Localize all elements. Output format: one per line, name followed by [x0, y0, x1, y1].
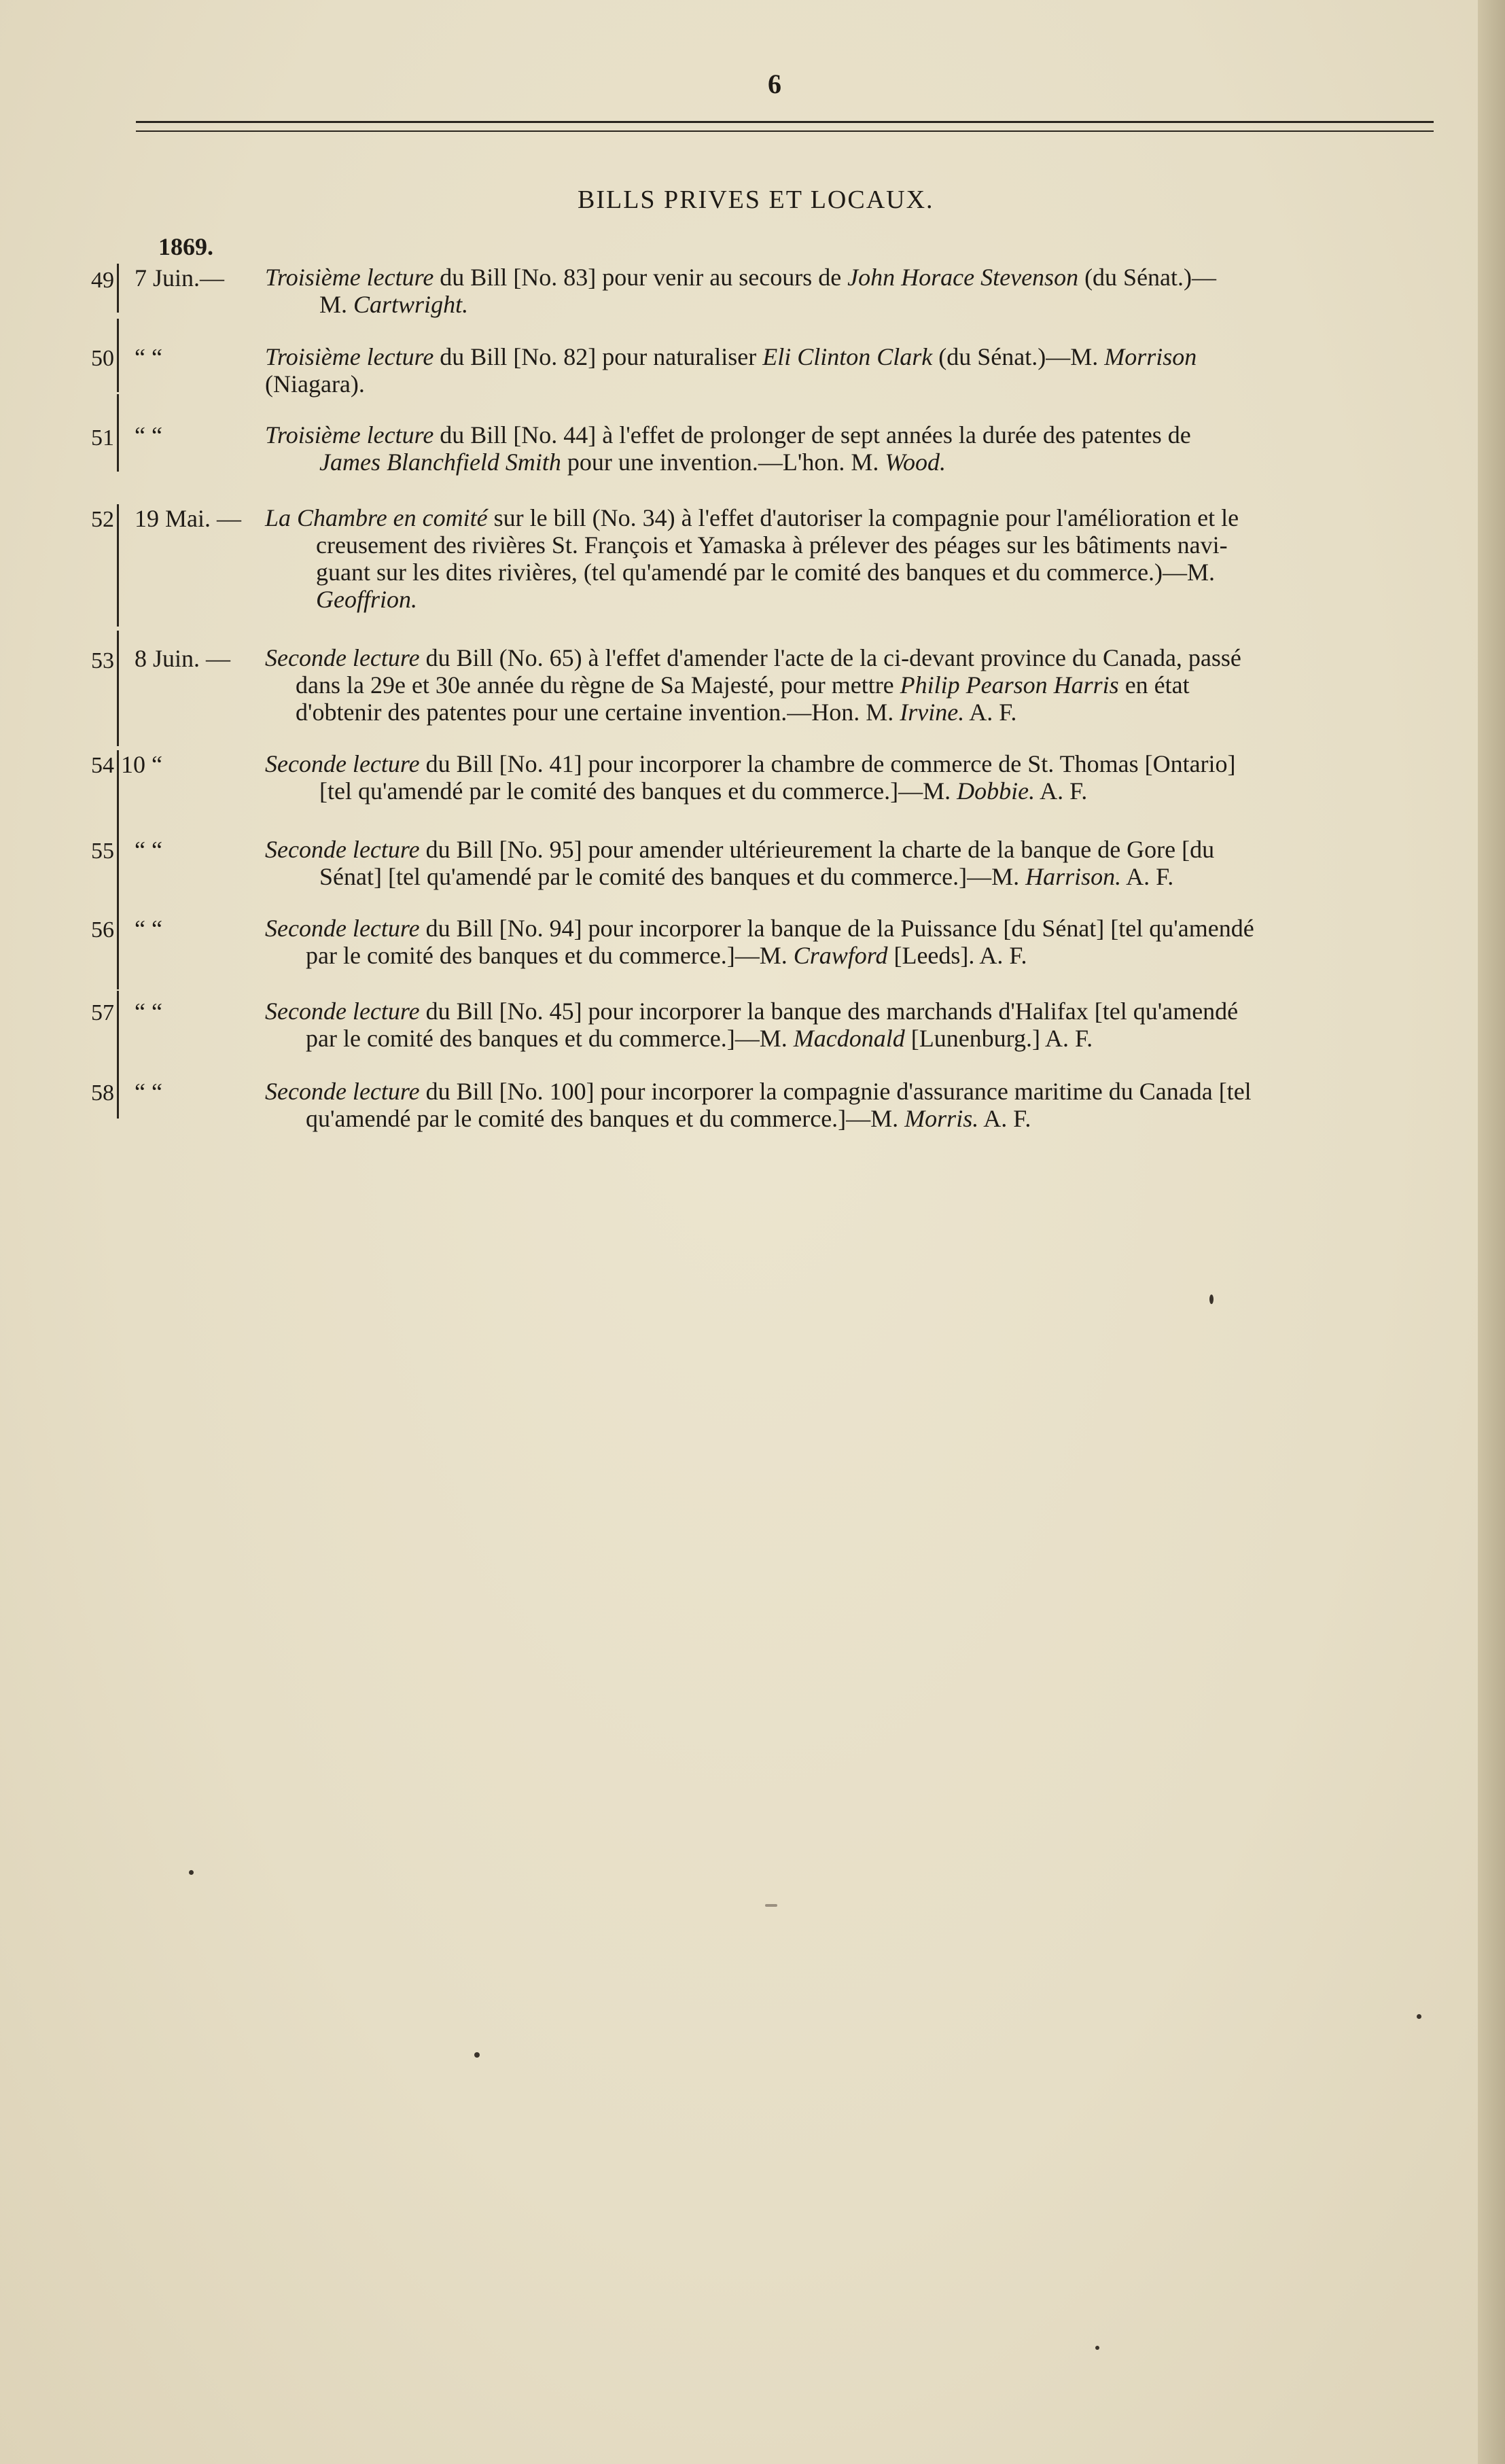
entry-number: 57	[91, 1000, 114, 1025]
entry-body: du Bill [No. 45] pour incorporer la banque des marchands d'Halifax [tel qu'amendé	[425, 998, 1239, 1025]
entry-body: guant sur les dites rivières, (tel qu'amendé par le comité des banques et du commerce.)—M.	[316, 559, 1216, 586]
entry-body: sur le bill (No. 34) à l'effet d'autoriser la compagnie pour l'amélioration et le	[493, 504, 1239, 531]
margin-line	[117, 631, 119, 746]
entry-action: Seconde lecture	[265, 836, 420, 863]
entry-date: “ “	[135, 344, 162, 371]
entry-body: du Bill [No. 95] pour amender ultérieurement la charte de la banque de Gore [du	[425, 836, 1215, 863]
entry-body: du Bill [No. 94] pour incorporer la banque de la Puissance [du Sénat] [tel qu'amendé	[425, 915, 1254, 942]
entry-number: 50	[91, 346, 114, 371]
entry-action: Troisième lecture	[265, 343, 434, 370]
entry-body: du Bill (No. 65) à l'effet d'amender l'acte de la ci-devant province du Canada, passé	[425, 644, 1241, 671]
entry-body: du Bill [No. 82] pour naturaliser	[440, 343, 757, 370]
entry-date: 7 Juin.—	[135, 264, 225, 292]
member-name: Wood.	[885, 448, 946, 476]
entry-body: du Bill [No. 44] à l'effet de prolonger de sept années la durée des patentes de	[440, 421, 1191, 448]
member-name: Cartwright.	[353, 291, 469, 318]
entry-date: 19 Mai. —	[135, 505, 241, 532]
entry-body: du Bill [No. 41] pour incorporer la chambre de commerce de St. Thomas [Ontario]	[425, 750, 1236, 777]
person-name: John Horace Stevenson	[847, 264, 1079, 291]
entry-date: “ “	[135, 422, 162, 449]
entry-action: Seconde lecture	[265, 750, 420, 777]
entry-body: A. F.	[969, 699, 1017, 726]
entry-body: (du Sénat.)—	[1084, 264, 1217, 291]
paper-speck	[474, 2052, 480, 2058]
header-rule-thin	[136, 130, 1434, 132]
entry-body: du Bill [No. 83] pour venir au secours de	[440, 264, 842, 291]
entry-text	[265, 264, 1434, 318]
entry-body: par le comité des banques et du commerce.]—M.	[306, 942, 787, 969]
entry-body: creusement des rivières St. François et Yamaska à prélever des péages sur les bâtiments navi-	[316, 531, 1228, 559]
entry-body: A. F.	[983, 1105, 1031, 1132]
margin-line	[117, 394, 119, 472]
margin-line	[117, 504, 119, 627]
entry-number: 49	[91, 268, 114, 293]
entry-body: [Lunenburg.] A. F.	[910, 1025, 1093, 1052]
entry-text	[265, 915, 1434, 969]
entry-body: dans la 29e et 30e année du règne de Sa Majesté, pour mettre	[296, 671, 894, 699]
member-name: Crawford	[793, 942, 888, 969]
entry-text	[265, 343, 1434, 398]
entry-body: par le comité des banques et du commerce.]—M.	[306, 1025, 787, 1052]
margin-line	[117, 991, 119, 1072]
entry-number: 52	[91, 507, 114, 532]
entry-number: 56	[91, 917, 114, 943]
member-name: Geoffrion.	[316, 586, 417, 613]
margin-line	[117, 829, 119, 911]
year-label: 1869.	[158, 233, 213, 260]
entry-body: [Leeds]. A. F.	[893, 942, 1027, 969]
member-name: Harrison.	[1025, 863, 1122, 890]
entry-number: 53	[91, 648, 114, 673]
person-name: James Blanchfield Smith	[319, 448, 561, 476]
entry-body: (Niagara).	[265, 370, 365, 398]
entry-body: en état	[1125, 671, 1190, 699]
entry-body: [tel qu'amendé par le comité des banques et du commerce.]—M.	[319, 777, 951, 805]
entry-date: 10 “	[121, 751, 162, 778]
entry-action: Troisième lecture	[265, 264, 434, 291]
entry-body: Sénat] [tel qu'amendé par le comité des banques et du commerce.]—M.	[319, 863, 1020, 890]
entry-date: “ “	[135, 998, 162, 1025]
section-heading: BILLS PRIVES ET LOCAUX.	[578, 186, 934, 214]
entry-action: La Chambre en comité	[265, 504, 488, 531]
paper-speck	[1417, 2014, 1421, 2019]
paper-speck	[1209, 1295, 1214, 1304]
entry-body: (du Sénat.)—M.	[938, 343, 1099, 370]
margin-line	[117, 908, 119, 989]
entry-body: M.	[319, 291, 348, 318]
entry-text	[265, 998, 1434, 1052]
entry-action: Seconde lecture	[265, 644, 420, 671]
entry-body: qu'amendé par le comité des banques et du commerce.]—M.	[306, 1105, 899, 1132]
entry-text	[265, 750, 1434, 805]
margin-line	[117, 1071, 119, 1119]
margin-line	[117, 319, 119, 392]
entry-action: Seconde lecture	[265, 915, 420, 942]
paper-speck	[765, 1904, 777, 1907]
entry-text	[265, 504, 1434, 613]
member-name: Morris.	[904, 1105, 979, 1132]
margin-line	[117, 750, 119, 832]
entry-number: 58	[91, 1080, 114, 1106]
entry-text	[265, 1078, 1434, 1132]
member-name: Dobbie.	[957, 777, 1035, 805]
entry-body: pour une invention.—L'hon. M.	[567, 448, 879, 476]
entry-body: d'obtenir des patentes pour une certaine invention.—Hon. M.	[296, 699, 894, 726]
entry-action: Troisième lecture	[265, 421, 434, 448]
entry-action: Seconde lecture	[265, 998, 420, 1025]
entry-date: “ “	[135, 1078, 162, 1106]
member-name: Irvine.	[900, 699, 965, 726]
entry-action: Seconde lecture	[265, 1078, 420, 1105]
entry-text	[265, 421, 1434, 476]
page-edge	[1478, 0, 1505, 2464]
person-name: Eli Clinton Clark	[762, 343, 933, 370]
entry-date: “ “	[135, 837, 162, 864]
paper-speck	[189, 1870, 194, 1875]
margin-line	[117, 264, 119, 313]
entry-body: du Bill [No. 100] pour incorporer la compagnie d'assurance maritime du Canada [tel	[425, 1078, 1252, 1105]
page-number: 6	[768, 69, 781, 99]
entry-number: 54	[91, 753, 114, 778]
member-name: Macdonald	[793, 1025, 905, 1052]
person-name: Philip Pearson Harris	[900, 671, 1119, 699]
entry-text	[265, 836, 1434, 890]
entry-body: A. F.	[1040, 777, 1088, 805]
paper-speck	[1095, 2346, 1099, 2350]
header-rule	[136, 121, 1434, 123]
entry-number: 51	[91, 425, 114, 451]
member-name: Morrison	[1104, 343, 1197, 370]
entry-date: 8 Juin. —	[135, 645, 231, 672]
entry-date: “ “	[135, 915, 162, 943]
entry-number: 55	[91, 839, 114, 864]
entry-body: A. F.	[1126, 863, 1174, 890]
entry-text	[265, 644, 1434, 726]
